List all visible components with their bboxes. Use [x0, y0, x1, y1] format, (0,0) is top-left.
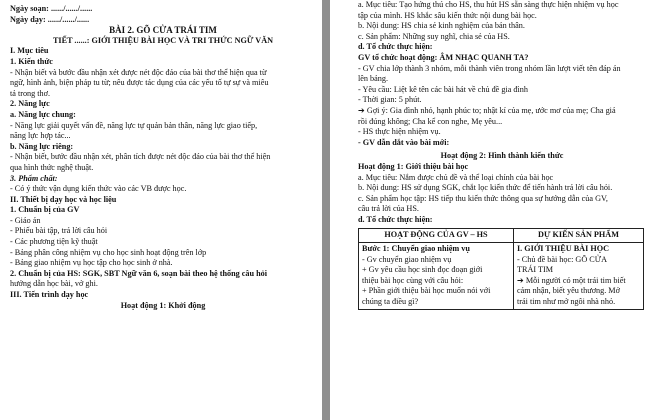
cell-line: + Phần giới thiệu bài học muốn nói với — [362, 286, 491, 296]
text-line: - Bảng giao nhiệm vụ học tập cho học sinh ở nhà. — [10, 258, 173, 268]
heading-nang-luc-rieng: b. Năng lực riêng: — [10, 141, 74, 151]
text-line: tập của mình. HS khắc sâu kiến thức nội dung bài học. — [358, 10, 537, 20]
heading-kien-thuc: 1. Kiến thức — [10, 56, 53, 66]
text-line: c. Sản phẩm học tập: HS tiếp thu kiến thức thông qua sự hướng dẫn của GV, — [358, 193, 608, 203]
date-soan: Ngày soạn: ....../....../...... — [10, 4, 93, 13]
section-tien-trinh: III. Tiến trình dạy học — [10, 290, 89, 300]
table-row — [359, 243, 644, 310]
cell-line: chúng ta điều gì? — [362, 297, 419, 307]
document-page-right — [330, 0, 650, 420]
section-muc-tieu: I. Mục tiêu — [10, 46, 49, 56]
text-line: - Nhận biết, bước đầu nhận xét, phân tích được nét độc đáo của bài thơ thể hiện — [10, 152, 271, 162]
activity-table — [358, 228, 644, 309]
text-line: - Các phương tiện kỹ thuật — [10, 237, 98, 247]
table-header-cell: DỰ KIẾN SẢN PHẨM — [514, 229, 644, 243]
heading-to-chuc: d. Tổ chức thực hiện: — [358, 42, 433, 52]
cell-line: - Gv chuyển giao nhiệm vụ — [362, 254, 452, 264]
heading-pham-chat: 3. Phẩm chất: — [10, 173, 58, 183]
cell-line: + Gv yêu cầu học sinh đọc đoạn giới — [362, 265, 483, 275]
heading-hoat-dong-1: Hoạt động 1: Khởi động — [120, 300, 206, 310]
cell-line: thiệu bài học cùng với câu hỏi: — [362, 275, 464, 285]
text-line: ➔ Gợi ý: Gia đình nhỏ, hạnh phúc to; nhật kí của mẹ, ước mơ của mẹ; Cha giả — [358, 105, 616, 115]
text-line: - GV dẫn dắt vào bài mới: — [358, 137, 450, 147]
heading-gioi-thieu: Hoạt động 1: Giới thiệu bài học — [358, 161, 469, 171]
text-line: c. Sản phẩm: Những suy nghĩ, chia sẻ của HS. — [358, 31, 510, 41]
text-line: - Có ý thức vận dụng kiến thức vào các VB được học. — [10, 184, 187, 194]
text-line: - GV chia lớp thành 3 nhóm, mỗi thành viên trong nhóm lần lượt viết tên đáp án — [358, 63, 621, 73]
heading-chuan-bi-gv: 1. Chuẩn bị của GV — [10, 205, 80, 215]
heading-nang-luc-chung: a. Năng lực chung: — [10, 109, 76, 119]
text-line: - Phiếu bài tập, trả lời câu hỏi — [10, 226, 108, 236]
table-cell-products — [514, 243, 644, 310]
text-line: hướng dẫn học bài, vở ghi. — [10, 279, 98, 289]
text-line: ngữ, hình ảnh, biện pháp tu từ; nêu được tác dụng của các yếu tố tự sự và miêu — [10, 78, 269, 88]
text-line: câu trả lời của HS. — [358, 204, 419, 214]
cell-line: I. GIỚI THIỆU BÀI HỌC — [517, 244, 609, 254]
text-line: - Giáo án — [10, 215, 41, 225]
cell-line: Bước 1: Chuyển giao nhiệm vụ — [362, 244, 470, 254]
text-line: - Bảng phân công nhiệm vụ cho học sinh hoạt động trên lớp — [10, 247, 207, 257]
text-line: năng lực hợp tác... — [10, 131, 71, 141]
table-header-cell: HOẠT ĐỘNG CỦA GV – HS — [359, 229, 514, 243]
text-line: - Yêu cầu: Liệt kê tên các bài hát về chủ đề gia đình — [358, 84, 528, 94]
section-thiet-bi: II. Thiết bị dạy học và học liệu — [10, 194, 117, 204]
text-line: b. Nội dung: HS chia sẻ kinh nghiệm của bản thân. — [358, 21, 525, 31]
text-line: a. Mục tiêu: Tạo hứng thú cho HS, thu hút HS sẵn sàng thực hiện nhiệm vụ học — [358, 0, 619, 9]
heading-to-chuc-2: d. Tổ chức thực hiện: — [358, 214, 433, 224]
text-line: lên bảng. — [358, 74, 389, 84]
cell-line: TRÁI TIM — [517, 265, 554, 275]
heading-nang-luc: 2. Năng lực — [10, 99, 50, 109]
period-title: TIẾT ......: GIỚI THIỆU BÀI HỌC VÀ TRI THỨC NGỮ VĂN — [52, 35, 274, 45]
heading-hoat-dong-2: Hoạt động 2: Hình thành kiến thức — [440, 151, 564, 161]
heading-chuan-bi-hs: 2. Chuẩn bị của HS: SGK, SBT Ngữ văn 6, soạn bài theo hệ thống câu hỏi — [10, 268, 268, 278]
page-gap — [322, 0, 330, 420]
cell-line: trái tim như mở ngôi nhà nhỏ. — [517, 297, 616, 307]
text-line: b. Nội dung: HS sử dụng SGK, chắt lọc kiến thức để tiến hành trả lời câu hỏi. — [358, 183, 613, 193]
date-day: Ngày dạy: ....../....../...... — [10, 14, 90, 24]
text-line: - HS thực hiện nhiệm vụ. — [358, 127, 441, 137]
text-line: - Nhận biết và bước đầu nhận xét được nét độc đáo của bài thơ thể hiện qua từ — [10, 67, 267, 77]
document-page-left — [0, 0, 322, 420]
heading-gv-to-chuc: GV tổ chức hoạt động: ÂM NHẠC QUANH TA? — [358, 52, 529, 62]
lesson-title: BÀI 2. GÕ CỬA TRÁI TIM — [109, 25, 217, 36]
text-line: a. Mục tiêu: Nắm được chủ đề và thể loại chính của bài học — [358, 172, 554, 182]
cell-line: - Chủ đề bài học: GÕ CỬA — [517, 254, 608, 264]
text-line: - Thời gian: 5 phút. — [358, 95, 422, 105]
cell-line: cảm nhận, biết yêu thương. Mở — [517, 286, 620, 296]
text-line: tả trong thơ. — [10, 88, 51, 98]
cell-line: ➔ Mỗi người có một trái tim biết — [517, 275, 626, 285]
table-header-row — [359, 229, 644, 243]
text-line: rồi đúng không; Cha kể con nghe, Mẹ yêu... — [358, 116, 503, 126]
text-line: qua hình thức nghệ thuật. — [10, 162, 94, 172]
table-cell-activities — [359, 243, 514, 310]
text-line: - Năng lực giải quyết vấn đề, năng lực tự quản bản thân, năng lực giao tiếp, — [10, 120, 258, 130]
